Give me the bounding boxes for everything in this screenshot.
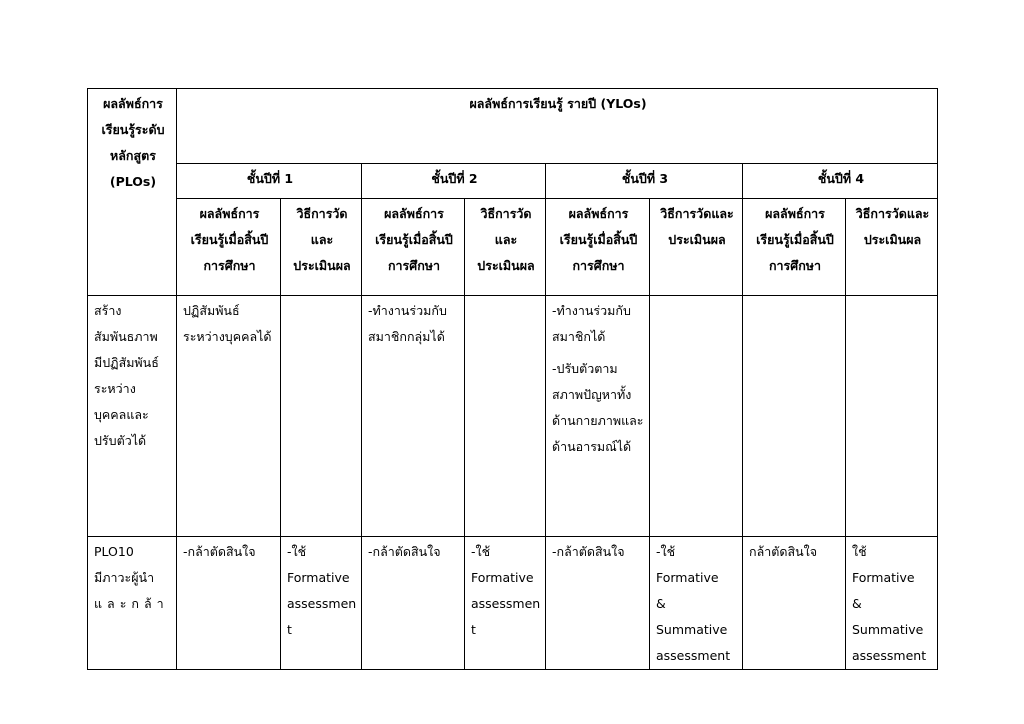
plo-header-label: ผลลัพธ์การ เรียนรู้ระดับ หลักสูตร (PLOs) xyxy=(101,96,165,189)
subcol-label: วิธีการวัดและ ประเมินผล xyxy=(660,206,734,247)
plo-cell xyxy=(88,537,177,670)
subcol-outcome-y1 xyxy=(177,199,281,296)
outcome-text: กล้าตัดสินใจ xyxy=(749,544,818,559)
subcol-outcome-y2 xyxy=(362,199,465,296)
plo-cell xyxy=(88,296,177,537)
subcol-method-y2 xyxy=(465,199,546,296)
method-text: -ใช้ Formative assessment xyxy=(471,544,541,637)
outcome-text: -ปรับตัวตาม สภาพปัญหาทั้ง ด้านกายภาพและ ด้านอารมณ์ได้ xyxy=(552,361,644,454)
y4-method-cell xyxy=(846,296,938,537)
subcol-label: วิธีการวัดและ ประเมินผล xyxy=(855,206,930,247)
year-2-label: ชั้นปีที่ 2 xyxy=(431,171,478,186)
y3-outcome-cell xyxy=(546,537,650,670)
subcol-method-y4 xyxy=(846,199,938,296)
subcol-method-y3 xyxy=(650,199,743,296)
subcol-label: ผลลัพธ์การ เรียนรู้เมื่อสิ้นปี การศึกษา xyxy=(756,206,834,273)
ylo-header-label: ผลลัพธ์การเรียนรู้ รายปี (YLOs) xyxy=(469,96,647,111)
table-row xyxy=(88,296,938,537)
outcome-text: -กล้าตัดสินใจ xyxy=(368,544,441,559)
method-text: -ใช้ Formative & Summative assessment xyxy=(656,544,731,663)
plo-text: และกล้า xyxy=(94,596,169,611)
y3-method-cell xyxy=(650,537,743,670)
subcol-method-y1 xyxy=(281,199,362,296)
y3-outcome-cell xyxy=(546,296,650,537)
outcome-text: ปฏิสัมพันธ์ ระหว่างบุคคลได้ xyxy=(183,303,272,344)
method-text: -ใช้ Formative assessment xyxy=(287,544,357,637)
subcol-label: วิธีการวัด และ ประเมินผล xyxy=(477,206,535,273)
y4-outcome-cell xyxy=(743,296,846,537)
subcol-outcome-y3 xyxy=(546,199,650,296)
y3-method-cell xyxy=(650,296,743,537)
y1-method-cell xyxy=(281,537,362,670)
plo-text: มีภาวะผู้นำ xyxy=(94,570,155,585)
y2-outcome-cell xyxy=(362,537,465,670)
y1-method-cell xyxy=(281,296,362,537)
plo-ylo-table xyxy=(87,88,938,670)
table-row xyxy=(88,537,938,670)
plo-header-cell xyxy=(88,89,177,296)
year-1-header xyxy=(177,164,362,199)
y2-method-cell xyxy=(465,296,546,537)
year-4-label: ชั้นปีที่ 4 xyxy=(817,171,865,186)
ylo-header-cell xyxy=(177,89,938,164)
year-3-label: ชั้นปีที่ 3 xyxy=(621,171,669,186)
y2-method-cell xyxy=(465,537,546,670)
plo-code: PLO10 xyxy=(94,544,134,559)
outcome-text: -กล้าตัดสินใจ xyxy=(183,544,256,559)
outcome-text: -ทำงานร่วมกับ สมาชิกกลุ่มได้ xyxy=(368,303,447,344)
plo-text: สร้าง สัมพันธภาพ มีปฏิสัมพันธ์ ระหว่าง บุคคลและ ปรับตัวได้ xyxy=(94,303,159,448)
year-2-header xyxy=(362,164,546,199)
subcol-label: ผลลัพธ์การ เรียนรู้เมื่อสิ้นปี การศึกษา xyxy=(375,206,453,273)
year-3-header xyxy=(546,164,743,199)
subcol-label: ผลลัพธ์การ เรียนรู้เมื่อสิ้นปี การศึกษา xyxy=(559,206,638,273)
method-text: ใช้ Formative & Summative assessment xyxy=(852,544,927,663)
y1-outcome-cell xyxy=(177,296,281,537)
outcome-text: -กล้าตัดสินใจ xyxy=(552,544,625,559)
y2-outcome-cell xyxy=(362,296,465,537)
year-4-header xyxy=(743,164,938,199)
outcome-text: -ทำงานร่วมกับ สมาชิกได้ xyxy=(552,303,631,344)
subcol-label: วิธีการวัด และ ประเมินผล xyxy=(293,206,351,273)
subcol-label: ผลลัพธ์การ เรียนรู้เมื่อสิ้นปี การศึกษา xyxy=(190,206,269,273)
subcol-outcome-y4 xyxy=(743,199,846,296)
y1-outcome-cell xyxy=(177,537,281,670)
y4-method-cell xyxy=(846,537,938,670)
y4-outcome-cell xyxy=(743,537,846,670)
year-1-label: ชั้นปีที่ 1 xyxy=(246,171,294,186)
